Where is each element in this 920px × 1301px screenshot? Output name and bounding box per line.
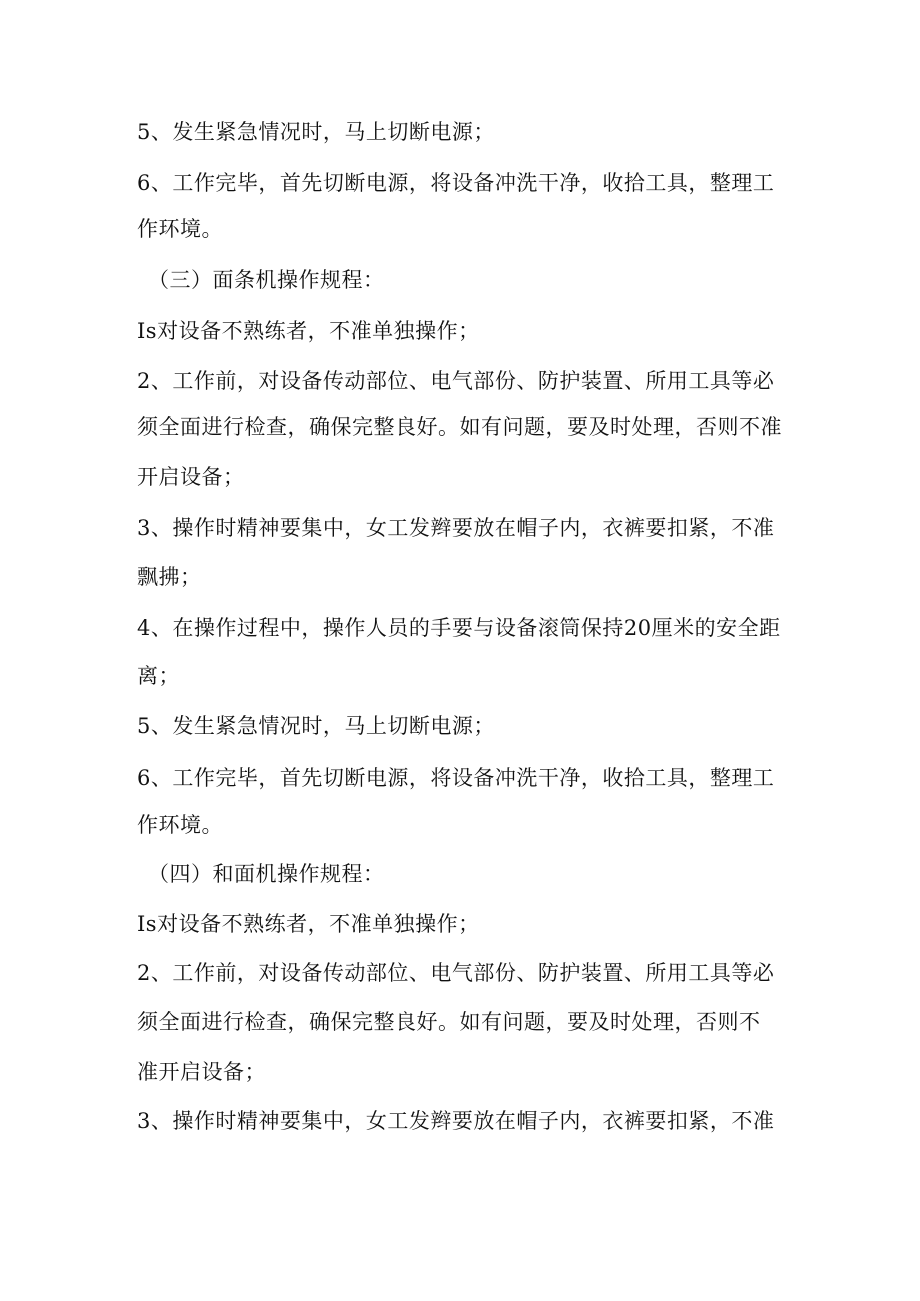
text-line-item-6: 6、工作完毕，首先切断电源，将设备冲洗干净，收拾工具，整理工 [137,171,775,195]
text-line-item-3: 3、操作时精神要集中，女工发辫要放在帽子内，衣裤要扣紧，不准 [137,516,775,540]
text-line-item-3b: 3、操作时精神要集中，女工发辫要放在帽子内，衣裤要扣紧，不准 [137,1109,775,1133]
text-line-item-2-cont: 须全面进行检查，确保完整良好。如有问题，要及时处理，否则不准 [137,415,782,439]
section-heading-dough-mixer: （四）和面机操作规程： [148,862,385,886]
section-heading-noodle-machine: （三）面条机操作规程： [148,268,385,292]
text-line-item-2b-cont-2: 准开启设备； [137,1060,266,1084]
text-line-item-4: 4、在操作过程中，操作人员的手要与设备滚筒保持20厘米的安全距 [137,616,781,640]
text-line-item-1: Is对设备不熟练者，不准单独操作； [137,319,480,343]
text-line-item-6b-cont: 作环境。 [137,813,223,837]
text-line-item-6-cont: 作环境。 [137,217,223,241]
text-line-item-2b: 2、工作前，对设备传动部位、电气部份、防护装置、所用工具等必 [137,961,775,985]
text-line-item-2b-cont: 须全面进行检查，确保完整良好。如有问题，要及时处理，否则不 [137,1010,761,1034]
text-line-item-3-cont: 飘拂； [137,565,202,589]
text-line-item-2-cont-2: 开启设备； [137,465,245,489]
text-line-item-2: 2、工作前，对设备传动部位、电气部份、防护装置、所用工具等必 [137,369,775,393]
text-line-item-4-cont: 离； [137,664,180,688]
text-line-item-1b: Is对设备不熟练者，不准单独操作； [137,912,480,936]
text-line-item-6b: 6、工作完毕，首先切断电源，将设备冲洗干净，收拾工具，整理工 [137,766,775,790]
text-line-item-5: 5、发生紧急情况时，马上切断电源； [137,120,495,144]
text-line-item-5b: 5、发生紧急情况时，马上切断电源； [137,714,495,738]
